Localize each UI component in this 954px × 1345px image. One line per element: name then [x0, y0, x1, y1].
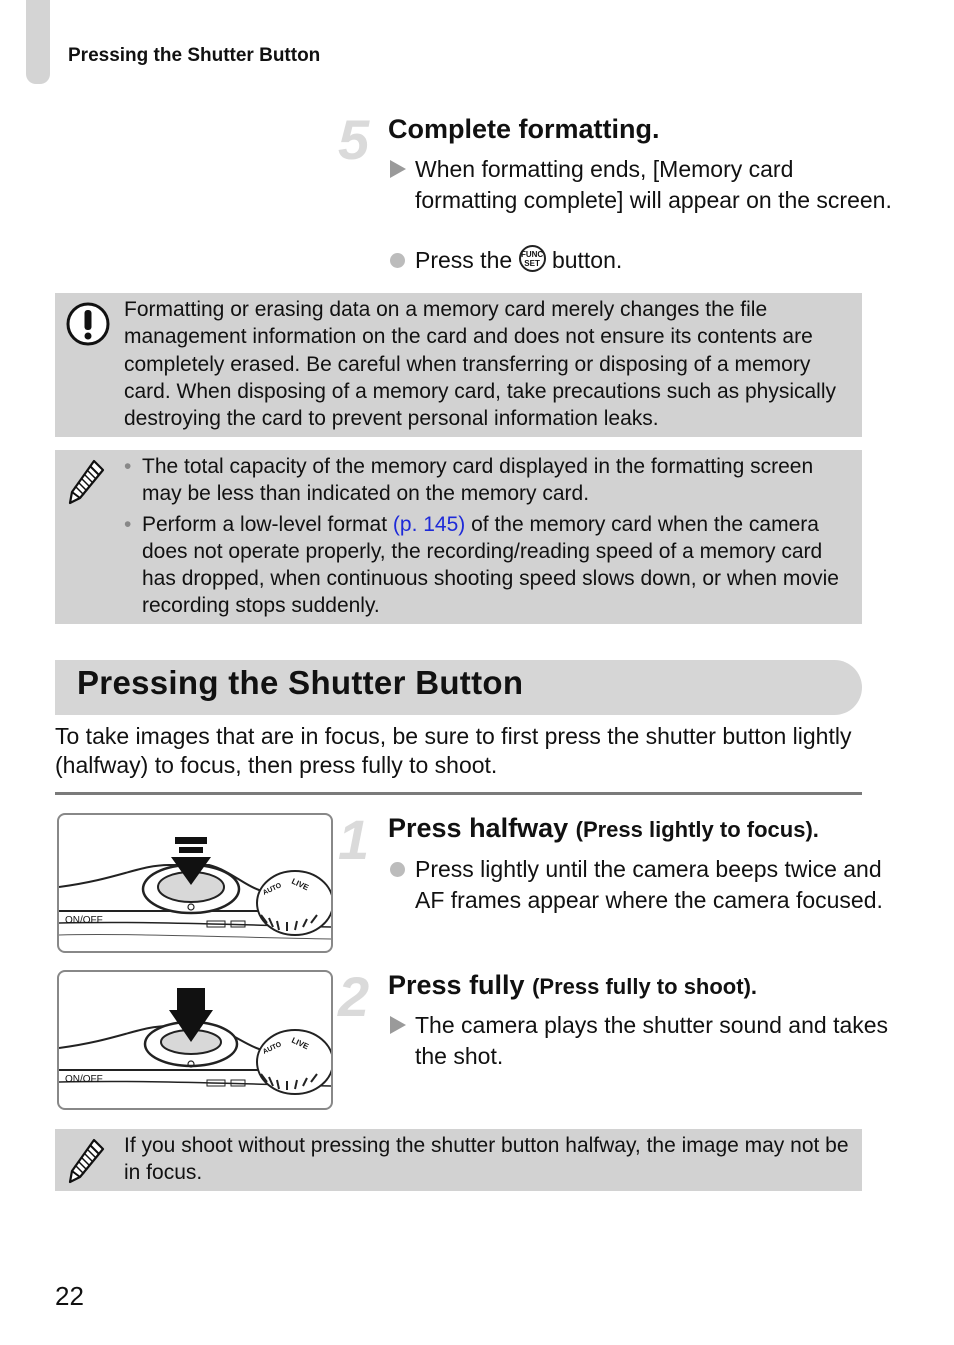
- section-title: Pressing the Shutter Button: [77, 664, 524, 701]
- page-number: 22: [55, 1281, 84, 1311]
- chapter-tab: [26, 0, 50, 84]
- svg-text:AUTO: AUTO: [261, 882, 283, 897]
- step1-action: Press lightly until the camera beeps twice and AF frames appear where the camera focused.: [388, 854, 895, 915]
- step5-action: Press the FUNC SET button.: [388, 245, 895, 276]
- note-1-list: [124, 453, 856, 620]
- svg-text:LIVE: LIVE: [290, 876, 311, 893]
- camera-illustration-halfway: [57, 813, 333, 953]
- section-intro: To take images that are in focus, be sure to first press the shutter button lightly (halfway) to focus, then press fully to shoot.: [55, 723, 852, 778]
- step-number-2: 2: [338, 965, 370, 1028]
- circle-bullet-icon: [390, 862, 405, 877]
- svg-text:AUTO: AUTO: [261, 1041, 283, 1056]
- triangle-arrow-icon: [390, 1016, 406, 1034]
- camera-illustration-fully: [57, 970, 333, 1110]
- step-title-2: Press fully (Press fully to shoot).: [388, 970, 758, 1000]
- triangle-arrow-icon: [390, 160, 406, 178]
- running-head: Pressing the Shutter Button: [68, 45, 321, 66]
- func-set-button-icon: FUNC SET: [519, 245, 546, 272]
- step2-result: The camera plays the shutter sound and takes the shot.: [388, 1010, 895, 1071]
- page-link-145[interactable]: (p. 145): [392, 512, 466, 536]
- caution-text: Formatting or erasing data on a memory card merely changes the file management information on the card and does not ensure its contents are completely erased. Be careful when transferring or disposing of a memory card. When disposing of a memory card, take precautions such as physically destroying the card to prevent personal information leaks.: [124, 298, 837, 431]
- step-title-5: Complete formatting.: [388, 114, 660, 144]
- pencil-icon: [66, 1137, 106, 1185]
- step-title-1: Press halfway (Press lightly to focus).: [388, 813, 819, 843]
- section-divider: [55, 792, 862, 795]
- svg-text:ON/OFF: ON/OFF: [65, 1074, 103, 1085]
- step-number-5: 5: [338, 108, 370, 171]
- step-number-1: 1: [338, 808, 370, 871]
- exclamation-icon: [65, 301, 111, 347]
- svg-text:LIVE: LIVE: [290, 1035, 311, 1052]
- pencil-icon: [66, 458, 106, 506]
- step5-result: When formatting ends, [Memory card formatting complete] will appear on the screen.: [388, 154, 895, 215]
- note-1-bullet-1: • The total capacity of the memory card displayed in the formatting screen may be less than indicated on the memory card.: [124, 453, 856, 508]
- svg-text:ON/OFF: ON/OFF: [65, 915, 103, 926]
- note-1-bullet-2: • Perform a low-level format (p. 145) of the memory card when the camera does not operate properly, the recording/reading speed of a memory card has dropped, when continuous shooting speed slows down, or when movie recording stops suddenly.: [124, 511, 856, 620]
- note-2-text: If you shoot without pressing the shutter button halfway, the image may not be in focus.: [124, 1134, 849, 1185]
- circle-bullet-icon: [390, 253, 405, 268]
